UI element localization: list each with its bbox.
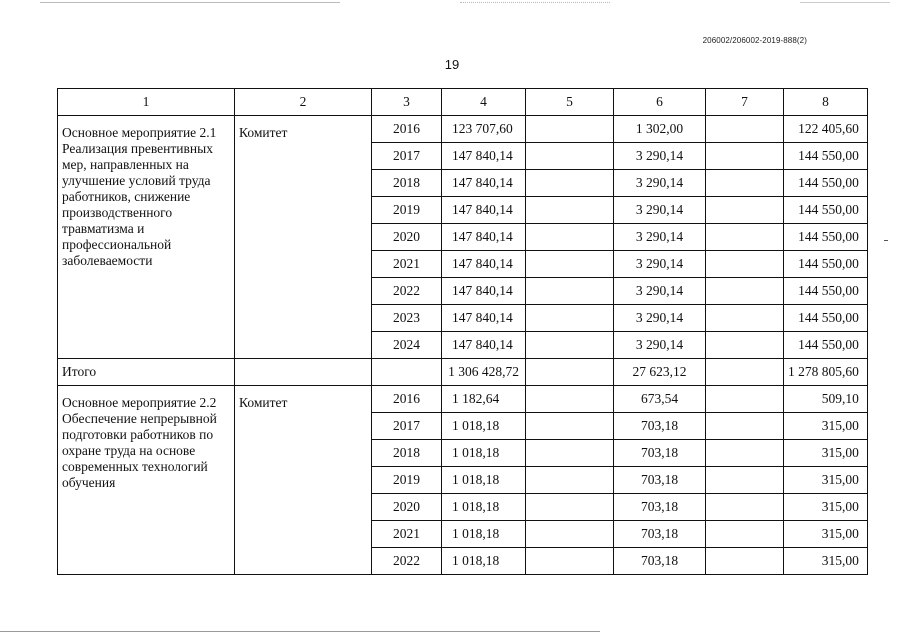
page-number: 19 xyxy=(444,57,460,72)
col8-cell: 315,00 xyxy=(784,440,868,467)
col5-cell xyxy=(526,143,614,170)
year-cell: 2018 xyxy=(372,440,442,467)
col7-cell xyxy=(706,251,784,278)
col8-cell: 144 550,00 xyxy=(784,224,868,251)
col6-cell: 3 290,14 xyxy=(614,197,706,224)
budget-table xyxy=(57,88,868,575)
col8-cell: 122 405,60 xyxy=(784,116,868,143)
year-cell: 2019 xyxy=(372,197,442,224)
col8-cell: 509,10 xyxy=(784,386,868,413)
header-row xyxy=(58,89,868,116)
scan-artifact-bottom xyxy=(0,631,600,632)
year-cell: 2020 xyxy=(372,224,442,251)
col5-cell xyxy=(526,224,614,251)
col6-cell: 703,18 xyxy=(614,440,706,467)
total-empty-cell xyxy=(372,359,442,386)
year-cell: 2016 xyxy=(372,116,442,143)
scan-artifact-top xyxy=(40,2,340,3)
col5-cell xyxy=(526,467,614,494)
col5-cell xyxy=(526,116,614,143)
col8-cell: 315,00 xyxy=(784,413,868,440)
col8-cell: 144 550,00 xyxy=(784,197,868,224)
col7-cell xyxy=(706,143,784,170)
col6-cell: 703,18 xyxy=(614,548,706,575)
total-amount-cell: 147 840,14 xyxy=(442,251,526,278)
col8-cell: 144 550,00 xyxy=(784,251,868,278)
col5-cell xyxy=(526,332,614,359)
total-amount-cell: 1 018,18 xyxy=(442,494,526,521)
col6-cell: 703,18 xyxy=(614,467,706,494)
col6-cell: 3 290,14 xyxy=(614,143,706,170)
year-cell: 2021 xyxy=(372,251,442,278)
col7-cell xyxy=(706,197,784,224)
col6-cell: 1 302,00 xyxy=(614,116,706,143)
col6-cell: 3 290,14 xyxy=(614,251,706,278)
col7-cell xyxy=(706,440,784,467)
col7-cell xyxy=(706,305,784,332)
total-amount-cell: 1 018,18 xyxy=(442,521,526,548)
table-body xyxy=(58,89,868,575)
total-col4: 1 306 428,72 xyxy=(442,359,526,386)
total-label: Итого xyxy=(58,359,235,386)
total-empty-cell xyxy=(526,359,614,386)
col7-cell xyxy=(706,413,784,440)
scan-artifact-top-3 xyxy=(800,2,890,3)
year-cell: 2017 xyxy=(372,143,442,170)
col5-cell xyxy=(526,548,614,575)
year-cell: 2021 xyxy=(372,521,442,548)
total-amount-cell: 147 840,14 xyxy=(442,278,526,305)
col6-cell: 703,18 xyxy=(614,494,706,521)
year-cell: 2024 xyxy=(372,332,442,359)
col6-cell: 673,54 xyxy=(614,386,706,413)
total-amount-cell: 147 840,14 xyxy=(442,305,526,332)
header-cell: 7 xyxy=(706,89,784,116)
total-amount-cell: 147 840,14 xyxy=(442,197,526,224)
total-amount-cell: 1 182,64 xyxy=(442,386,526,413)
col5-cell xyxy=(526,197,614,224)
col8-cell: 144 550,00 xyxy=(784,278,868,305)
year-cell: 2019 xyxy=(372,467,442,494)
total-amount-cell: 123 707,60 xyxy=(442,116,526,143)
col8-cell: 144 550,00 xyxy=(784,332,868,359)
col7-cell xyxy=(706,170,784,197)
col8-cell: 144 550,00 xyxy=(784,305,868,332)
col8-cell: 144 550,00 xyxy=(784,170,868,197)
col7-cell xyxy=(706,332,784,359)
total-amount-cell: 147 840,14 xyxy=(442,332,526,359)
header-cell: 5 xyxy=(526,89,614,116)
col7-cell xyxy=(706,521,784,548)
executor: Комитет xyxy=(235,386,372,575)
header-cell: 2 xyxy=(235,89,372,116)
col5-cell xyxy=(526,305,614,332)
table-row xyxy=(58,116,868,143)
col6-cell: 3 290,14 xyxy=(614,332,706,359)
total-amount-cell: 147 840,14 xyxy=(442,224,526,251)
total-col8: 1 278 805,60 xyxy=(784,359,868,386)
col5-cell xyxy=(526,494,614,521)
col6-cell: 703,18 xyxy=(614,413,706,440)
year-cell: 2023 xyxy=(372,305,442,332)
col8-cell: 315,00 xyxy=(784,548,868,575)
total-amount-cell: 147 840,14 xyxy=(442,170,526,197)
total-amount-cell: 147 840,14 xyxy=(442,143,526,170)
col8-cell: 315,00 xyxy=(784,467,868,494)
header-cell: 4 xyxy=(442,89,526,116)
year-cell: 2022 xyxy=(372,278,442,305)
year-cell: 2017 xyxy=(372,413,442,440)
executor: Комитет xyxy=(235,116,372,359)
col7-cell xyxy=(706,386,784,413)
col5-cell xyxy=(526,386,614,413)
col8-cell: 315,00 xyxy=(784,521,868,548)
total-amount-cell: 1 018,18 xyxy=(442,413,526,440)
col6-cell: 3 290,14 xyxy=(614,224,706,251)
total-amount-cell: 1 018,18 xyxy=(442,467,526,494)
col8-cell: 315,00 xyxy=(784,494,868,521)
document-id: 206002/206002-2019-888(2) xyxy=(702,36,807,45)
col7-cell xyxy=(706,494,784,521)
scan-artifact-top-2 xyxy=(460,2,610,4)
header-cell: 3 xyxy=(372,89,442,116)
header-cell: 8 xyxy=(784,89,868,116)
year-cell: 2022 xyxy=(372,548,442,575)
year-cell: 2016 xyxy=(372,386,442,413)
table-row xyxy=(58,386,868,413)
activity-description: Основное мероприятие 2.1 Реализация превентивных мер, направленных на улучшение условий труда работников, снижение производственного травматизма и профессиональной заболеваемости xyxy=(58,116,235,359)
col7-cell xyxy=(706,548,784,575)
col6-cell: 3 290,14 xyxy=(614,278,706,305)
scan-artifact-dash xyxy=(884,240,888,241)
col5-cell xyxy=(526,278,614,305)
total-col6: 27 623,12 xyxy=(614,359,706,386)
col5-cell xyxy=(526,521,614,548)
col7-cell xyxy=(706,278,784,305)
header-cell: 1 xyxy=(58,89,235,116)
total-row xyxy=(58,359,868,386)
col7-cell xyxy=(706,116,784,143)
col5-cell xyxy=(526,170,614,197)
activity-description: Основное мероприятие 2.2 Обеспечение непрерывной подготовки работников по охране труда на основе современных технологий обучения xyxy=(58,386,235,575)
col6-cell: 3 290,14 xyxy=(614,170,706,197)
col6-cell: 3 290,14 xyxy=(614,305,706,332)
header-cell: 6 xyxy=(614,89,706,116)
col7-cell xyxy=(706,467,784,494)
total-amount-cell: 1 018,18 xyxy=(442,440,526,467)
col5-cell xyxy=(526,413,614,440)
col5-cell xyxy=(526,440,614,467)
total-empty-cell xyxy=(235,359,372,386)
total-empty-cell xyxy=(706,359,784,386)
year-cell: 2018 xyxy=(372,170,442,197)
total-amount-cell: 1 018,18 xyxy=(442,548,526,575)
col6-cell: 703,18 xyxy=(614,521,706,548)
col5-cell xyxy=(526,251,614,278)
year-cell: 2020 xyxy=(372,494,442,521)
col7-cell xyxy=(706,224,784,251)
col8-cell: 144 550,00 xyxy=(784,143,868,170)
